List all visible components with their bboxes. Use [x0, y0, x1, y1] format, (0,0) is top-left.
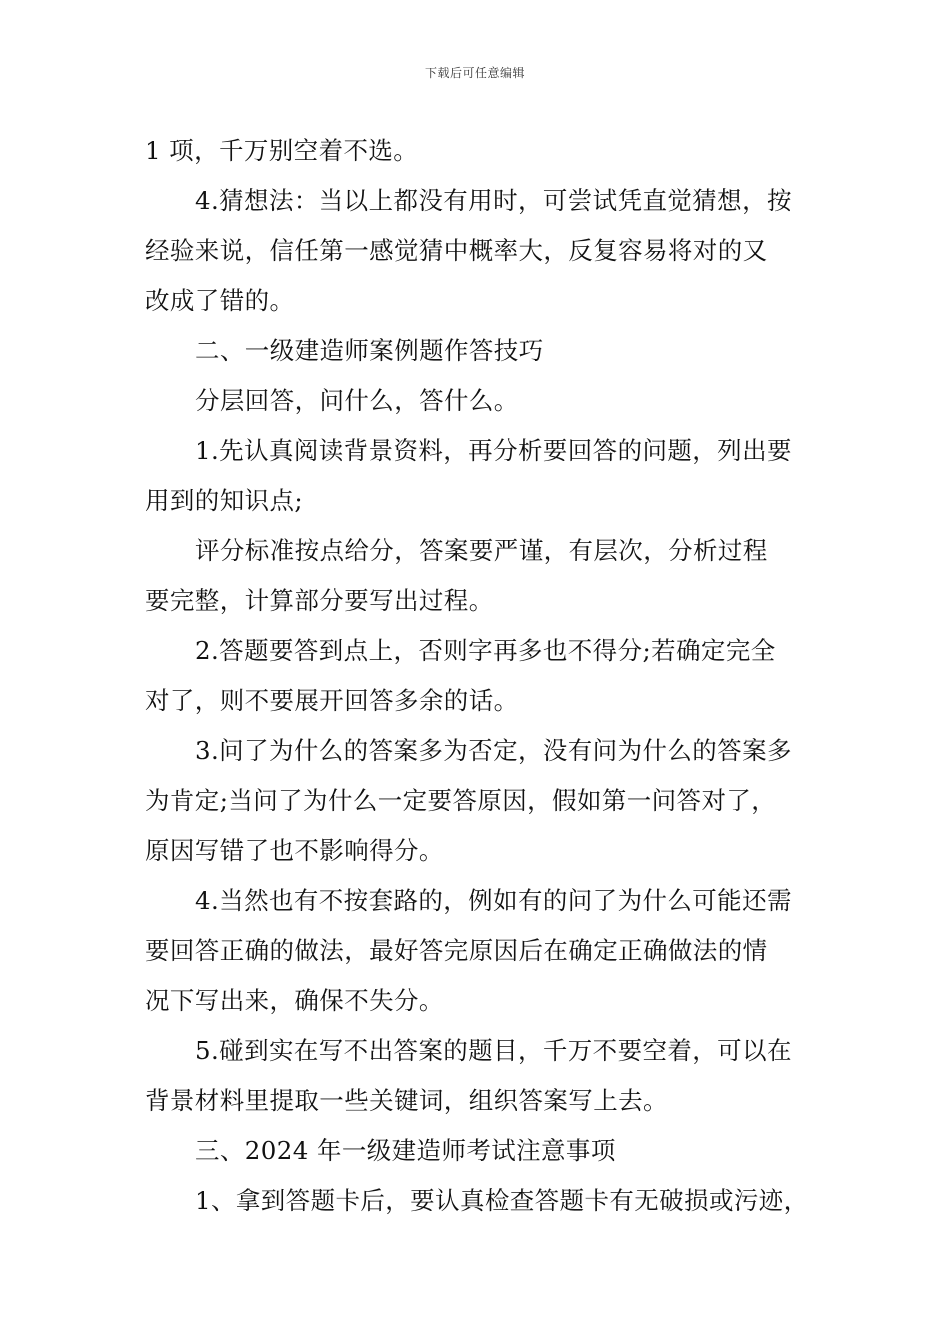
paragraph — [145, 526, 817, 626]
text-line: 况下写出来，确保不失分。 — [145, 986, 444, 1015]
text-line: 用到的知识点; — [145, 486, 304, 515]
text-line: 要回答正确的做法，最好答完原因后在确定正确做法的情 — [145, 936, 768, 965]
text-line: 5.碰到实在写不出答案的题目，千万不要空着，可以在 — [195, 1036, 792, 1065]
text-line: 改成了错的。 — [145, 286, 295, 315]
section-heading — [145, 1126, 817, 1176]
text-line: 4.当然也有不按套路的，例如有的问了为什么可能还需 — [195, 886, 792, 915]
text-line: 1、拿到答题卡后，要认真检查答题卡有无破损或污迹， — [195, 1186, 809, 1215]
text-line: 为肯定;当问了为什么一定要答原因，假如第一问答对了， — [145, 786, 777, 815]
paragraph — [145, 126, 817, 176]
text-line: 1 项，千万别空着不选。 — [145, 136, 419, 165]
section-heading — [145, 326, 817, 376]
document-body — [145, 126, 817, 1226]
text-line: 1.先认真阅读背景资料，再分析要回答的问题，列出要 — [195, 436, 792, 465]
text-line: 原因写错了也不影响得分。 — [145, 836, 444, 865]
text-line: 3.问了为什么的答案多为否定，没有问为什么的答案多 — [195, 736, 792, 765]
text-line: 经验来说，信任第一感觉猜中概率大，反复容易将对的又 — [145, 236, 768, 265]
page-header: 下载后可任意编辑 — [424, 66, 525, 80]
paragraph — [145, 626, 817, 726]
text-line: 要完整，计算部分要写出过程。 — [145, 586, 494, 615]
text-line: 对了，则不要展开回答多余的话。 — [145, 686, 519, 715]
paragraph — [145, 1176, 817, 1226]
paragraph — [145, 726, 817, 876]
text-line: 分层回答，问什么，答什么。 — [195, 386, 519, 415]
paragraph — [145, 876, 817, 1026]
text-line: 4.猜想法：当以上都没有用时，可尝试凭直觉猜想，按 — [195, 186, 792, 215]
text-line: 评分标准按点给分，答案要严谨，有层次，分析过程 — [195, 536, 768, 565]
text-line: 二、一级建造师案例题作答技巧 — [195, 336, 544, 365]
paragraph — [145, 176, 817, 326]
paragraph — [145, 426, 817, 526]
text-line: 三、2024 年一级建造师考试注意事项 — [195, 1136, 616, 1165]
text-line: 2.答题要答到点上，否则字再多也不得分;若确定完全 — [195, 636, 776, 665]
paragraph — [145, 376, 817, 426]
paragraph — [145, 1026, 817, 1126]
text-line: 背景材料里提取一些关键词，组织答案写上去。 — [145, 1086, 668, 1115]
